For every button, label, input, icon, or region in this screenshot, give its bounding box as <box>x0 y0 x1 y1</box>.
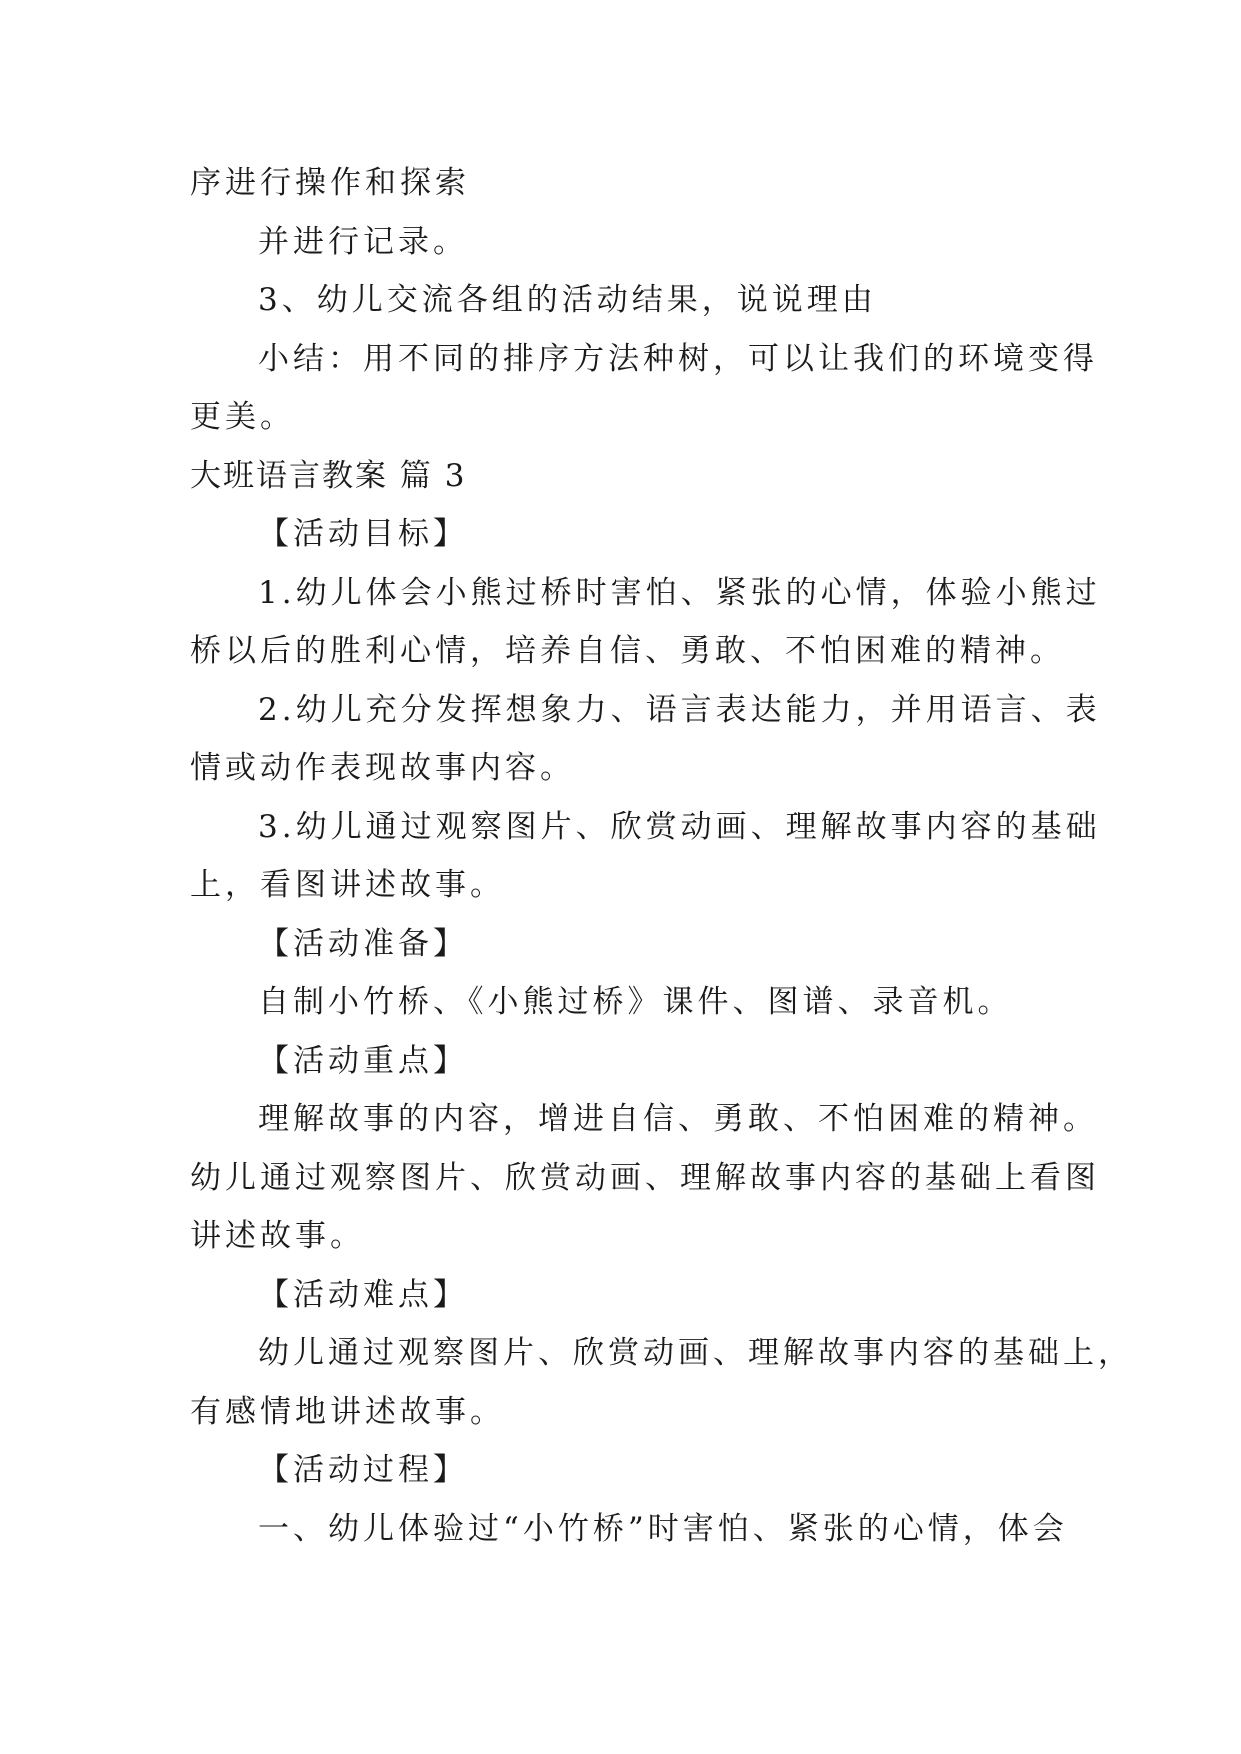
section-heading-activity-preparation: 【活动准备】 <box>258 925 468 962</box>
paragraph-line: 有感情地讲述故事。 <box>190 1393 505 1430</box>
document-body <box>190 154 1133 1558</box>
paragraph-line: 上，看图讲述故事。 <box>190 867 505 903</box>
paragraph-line: 2.幼儿充分发挥想象力、语言表达能力，并用语言、表 <box>258 691 1101 728</box>
paragraph-line: 3.幼儿通过观察图片、欣赏动画、理解故事内容的基础 <box>258 808 1101 845</box>
paragraph-line: 幼儿通过观察图片、欣赏动画、理解故事内容的基础上看图 <box>190 1159 1100 1196</box>
paragraph-line: 1.幼儿体会小熊过桥时害怕、紧张的心情，体验小熊过 <box>258 574 1101 611</box>
paragraph-line: 并进行记录。 <box>258 223 468 260</box>
section-heading-activity-difficulty: 【活动难点】 <box>258 1276 468 1313</box>
section-heading-activity-process: 【活动过程】 <box>258 1452 468 1488</box>
paragraph-line: 情或动作表现故事内容。 <box>190 750 575 786</box>
paragraph-line: 桥以后的胜利心情，培养自信、勇敢、不怕困难的精神。 <box>190 633 1065 669</box>
paragraph-line: 序进行操作和探索 <box>190 165 470 201</box>
paragraph-line: 理解故事的内容，增进自信、勇敢、不怕困难的精神。 <box>258 1101 1098 1137</box>
paragraph-line: 自制小竹桥、《小熊过桥》课件、图谱、录音机。 <box>258 984 1013 1020</box>
paragraph-line: 3、幼儿交流各组的活动结果，说说理由 <box>258 282 877 318</box>
section-heading-activity-goals: 【活动目标】 <box>258 516 468 552</box>
paragraph-line: 更美。 <box>190 399 295 435</box>
paragraph-line: 小结：用不同的排序方法种树，可以让我们的环境变得 <box>258 340 1098 377</box>
section-title: 大班语言教案 篇 3 <box>190 457 467 494</box>
paragraph-line: 讲述故事。 <box>190 1218 365 1254</box>
paragraph-line: 一、幼儿体验过“小竹桥”时害怕、紧张的心情，体会 <box>258 1510 1068 1547</box>
paragraph-line: 幼儿通过观察图片、欣赏动画、理解故事内容的基础上， <box>258 1335 1133 1371</box>
section-heading-activity-focus: 【活动重点】 <box>258 1042 468 1079</box>
